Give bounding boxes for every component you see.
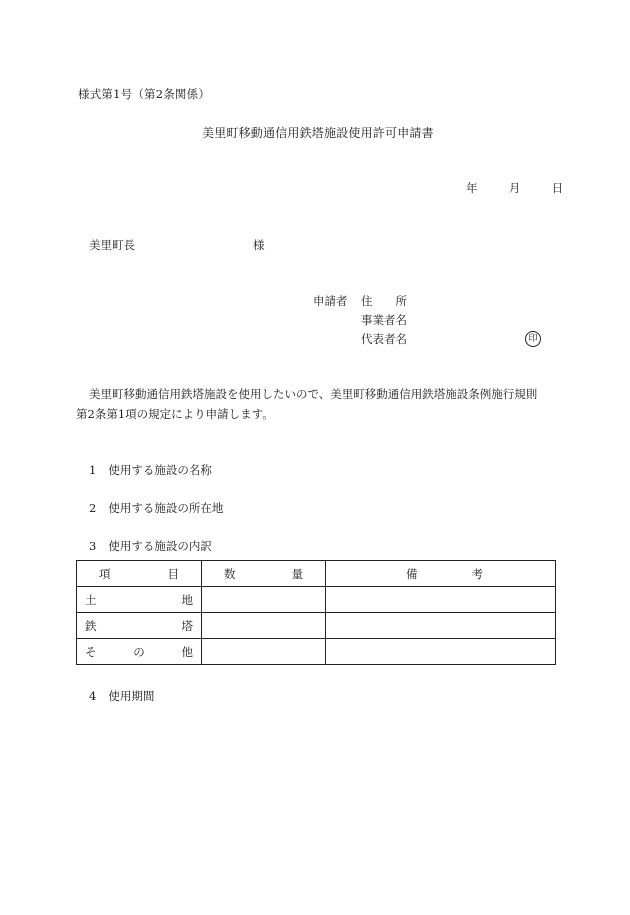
date-year-label: 年 <box>466 181 478 195</box>
row-item-land: 土 地 <box>77 587 202 613</box>
addressee-name: 美里町長 <box>89 238 135 252</box>
table-row <box>77 587 556 613</box>
remarks-cell[interactable] <box>326 639 556 665</box>
quantity-cell[interactable] <box>202 613 326 639</box>
quantity-cell[interactable] <box>202 639 326 665</box>
facility-breakdown-table <box>76 560 556 665</box>
form-number: 様式第1号（第2条関係） <box>78 87 211 101</box>
section-1 <box>89 462 212 478</box>
address-label: 住 所 <box>361 294 407 308</box>
section-number: 1 <box>89 463 97 477</box>
table-header-row <box>77 561 556 587</box>
seal-mark <box>525 330 541 347</box>
section-label: 使用する施設の名称 <box>108 463 212 477</box>
document-title: 美里町移動通信用鉄塔施設使用許可申請書 <box>202 126 434 140</box>
header-remarks: 備 考 <box>326 561 556 587</box>
section-number: 3 <box>89 539 97 553</box>
header-quantity: 数 量 <box>202 561 326 587</box>
section-2 <box>89 500 223 516</box>
header-item: 項 目 <box>77 561 202 587</box>
section-3 <box>89 538 212 554</box>
representative-label: 代表者名 <box>361 332 407 346</box>
section-label: 使用する施設の内訳 <box>108 539 212 553</box>
business-name-label: 事業者名 <box>361 313 407 327</box>
date-month-label: 月 <box>508 181 521 195</box>
section-number: 2 <box>89 501 97 515</box>
body-text-line1: 美里町移動通信用鉄塔施設を使用したいので、美里町移動通信用鉄塔施設条例施行規則 <box>89 387 538 401</box>
seal-icon: 印 <box>525 331 541 347</box>
date-day-label: 日 <box>551 181 564 195</box>
remarks-cell[interactable] <box>326 613 556 639</box>
applicant-label: 申請者 <box>313 294 348 308</box>
row-item-other: そ の 他 <box>77 639 202 665</box>
table-row <box>77 639 556 665</box>
body-text-line2: 第2条第1項の規定により申請します。 <box>76 407 274 421</box>
section-label: 使用する施設の所在地 <box>108 501 224 515</box>
section-number: 4 <box>89 689 97 703</box>
row-item-tower: 鉄 塔 <box>77 613 202 639</box>
table-row <box>77 613 556 639</box>
section-label: 使用期間 <box>108 689 155 703</box>
quantity-cell[interactable] <box>202 587 326 613</box>
date-line <box>466 180 563 196</box>
remarks-cell[interactable] <box>326 587 556 613</box>
section-4 <box>89 688 154 704</box>
addressee-honorific: 様 <box>253 238 265 252</box>
